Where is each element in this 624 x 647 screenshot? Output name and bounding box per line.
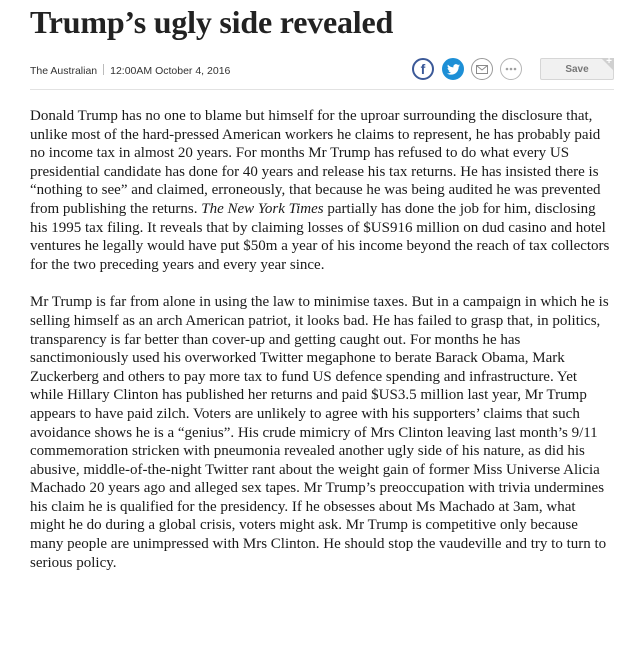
publish-datetime: 12:00AM October 4, 2016 (110, 65, 231, 77)
twitter-share-button[interactable] (442, 58, 464, 80)
more-share-button[interactable] (500, 58, 522, 80)
article-paragraph-1 (30, 107, 614, 274)
article-paragraph-2: Mr Trump is far from alone in using the law to minimise taxes. But in a campaign in which he is selling himself as an arch American patriot, it looks bad. He has failed to grasp that, in politics, transparency is far better than cover-up and getting caught out. For months he has sanctimoniously used his overworked Twitter megaphone to berate Barack Obama, Mark Zuckerberg and others to pay more tax to fund US defence spending and infrastructure. Yet while Hillary Clinton has published her returns and paid $US3.5 million last year, Mr Trump appears to have paid zilch. Voters are unlikely to agree with his supporters’ claims that such avoidance shows he is a “genius”. His crude mimicry of Mrs Clinton leaving last month’s 9/11 commemoration stricken with pneumonia revealed another ugly side of his nature, as did his abusive, middle-of-the-night Twitter rant about the weight gain of former Miss Universe Alicia Machado 20 years ago and alleged sex tapes. Mr Trump’s preoccupation with trivia undermines his claim he is qualified for the presidency. If he obsesses about Ms Machado at 3am, what might he do during a global crisis, voters might ask. Mr Trump is competitive only because many people are unimpressed with Mrs Clinton. He should stop the vaudeville and try to turn to serious policy. (30, 294, 609, 571)
save-label: Save (565, 63, 589, 75)
facebook-icon: f (420, 61, 426, 77)
meta-divider (30, 89, 614, 90)
save-button[interactable] (540, 58, 614, 80)
more-icon (505, 67, 517, 71)
newspaper-name: The New York Times (201, 200, 324, 217)
headline: Trump’s ugly side revealed (30, 4, 394, 40)
email-icon (476, 65, 488, 74)
facebook-share-button[interactable] (412, 58, 434, 80)
byline (30, 64, 230, 77)
paragraph-1-text-b: partially has done the job for him, disclosing his 1995 tax filing. It reveals that by claiming losses of $US916 million on dud casino and hotel ventures he legally would have put $50m a year of his income beyond the reach of tax collectors for the two preceding years and every year since. (30, 200, 610, 273)
source-name: The Australian (30, 65, 98, 77)
article-body (30, 107, 614, 591)
paragraph-1-text-a: Donald Trump has no one to blame but himself for the uproar surrounding the disclosure that, unlike most of the hard-pressed American workers he claims to represent, he has probably paid no income tax in almost 20 years. For months Mr Trump has refused to do what every US presidential candidate has done for 40 years and release his tax returns. He has insisted there is “nothing to see” and claimed, erroneously, that because he was being audited he was prevented from publishing the returns. (30, 108, 601, 217)
article-meta-bar (30, 58, 614, 84)
byline-separator (103, 64, 104, 75)
twitter-icon (447, 64, 460, 75)
plus-icon: + (606, 56, 612, 67)
email-share-button[interactable] (471, 58, 493, 80)
